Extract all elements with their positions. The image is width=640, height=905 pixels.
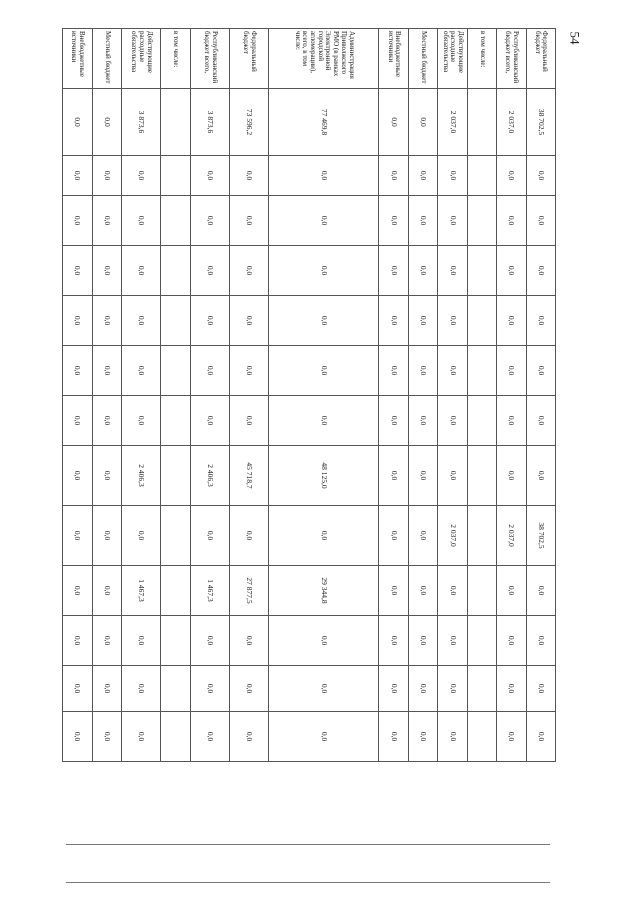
table-row (379, 29, 408, 762)
table-cell: 0,0 (229, 666, 268, 712)
table-cell: 2 037,0 (497, 89, 526, 156)
table-cell (161, 246, 190, 296)
table-cell: 0,0 (63, 616, 93, 666)
table-row (526, 29, 555, 762)
table-cell: 0,0 (497, 616, 526, 666)
table-cell: 0,0 (438, 396, 467, 446)
table-cell: 0,0 (379, 346, 408, 396)
row-label: Федеральный бюджет (526, 29, 555, 89)
table-cell: 0,0 (92, 712, 121, 762)
table-cell: 0,0 (92, 246, 121, 296)
table-cell: 2 037,0 (438, 506, 467, 566)
table-row (497, 29, 526, 762)
table-cell (161, 346, 190, 396)
table-row (161, 29, 190, 762)
table-cell: 29 344,8 (269, 566, 379, 616)
table-cell: 0,0 (379, 196, 408, 246)
table-cell: 0,0 (122, 196, 161, 246)
table-cell: 0,0 (190, 246, 229, 296)
table-cell: 2 037,0 (438, 89, 467, 156)
table-cell: 0,0 (122, 712, 161, 762)
table-cell: 0,0 (526, 296, 555, 346)
table-cell: 0,0 (379, 396, 408, 446)
footer-line (66, 882, 550, 883)
table-cell: 0,0 (229, 196, 268, 246)
table-cell: 38 702,5 (526, 89, 555, 156)
table-cell (161, 566, 190, 616)
table-cell: 0,0 (379, 506, 408, 566)
table-cell (467, 296, 496, 346)
table-cell: 0,0 (379, 712, 408, 762)
table-cell (161, 712, 190, 762)
table-cell: 0,0 (408, 446, 437, 506)
table-cell: 0,0 (526, 566, 555, 616)
table-cell: 0,0 (526, 246, 555, 296)
table-cell (161, 89, 190, 156)
table-cell: 0,0 (229, 506, 268, 566)
table-cell: 77 469,8 (269, 89, 379, 156)
table-cell: 0,0 (190, 396, 229, 446)
table-cell: 0,0 (92, 196, 121, 246)
table-cell: 0,0 (438, 712, 467, 762)
table-cell: 0,0 (63, 396, 93, 446)
table-cell: 0,0 (229, 712, 268, 762)
table-cell: 0,0 (229, 346, 268, 396)
table-cell: 0,0 (63, 156, 93, 196)
table-cell (467, 89, 496, 156)
table-cell: 0,0 (269, 346, 379, 396)
table-cell: 0,0 (379, 296, 408, 346)
table-cell: 0,0 (63, 446, 93, 506)
table-cell: 1 467,3 (190, 566, 229, 616)
table-cell: 3 873,6 (190, 89, 229, 156)
table-cell: 0,0 (190, 712, 229, 762)
table-cell: 0,0 (408, 666, 437, 712)
table-cell (467, 196, 496, 246)
table-cell: 0,0 (526, 666, 555, 712)
table-cell: 0,0 (63, 246, 93, 296)
table-cell (161, 506, 190, 566)
table-cell: 0,0 (438, 196, 467, 246)
table-cell: 2 037,0 (497, 506, 526, 566)
table-cell: 0,0 (92, 566, 121, 616)
table-cell: 0,0 (438, 296, 467, 346)
table-cell: 0,0 (63, 196, 93, 246)
table-cell (161, 666, 190, 712)
page-number: 54 (567, 31, 583, 45)
table-cell: 0,0 (379, 446, 408, 506)
table-cell: 0,0 (526, 712, 555, 762)
table-cell: 0,0 (92, 156, 121, 196)
table-cell: 0,0 (122, 346, 161, 396)
table-cell: 0,0 (190, 156, 229, 196)
table-row (408, 29, 437, 762)
table-cell (467, 346, 496, 396)
table-cell: 0,0 (379, 666, 408, 712)
table-cell: 0,0 (497, 296, 526, 346)
table-cell: 0,0 (190, 346, 229, 396)
table-cell: 0,0 (526, 396, 555, 446)
table-cell: 0,0 (190, 196, 229, 246)
table-body (63, 29, 556, 762)
table-cell: 0,0 (122, 666, 161, 712)
table-cell: 0,0 (408, 506, 437, 566)
table-cell: 0,0 (438, 666, 467, 712)
table-cell: 0,0 (269, 616, 379, 666)
table-cell: 0,0 (92, 396, 121, 446)
table-cell: 0,0 (497, 196, 526, 246)
table-cell: 0,0 (497, 246, 526, 296)
table-cell: 0,0 (269, 506, 379, 566)
table-cell: 0,0 (269, 196, 379, 246)
table-cell: 0,0 (229, 246, 268, 296)
table-cell: 0,0 (92, 616, 121, 666)
table-cell: 0,0 (379, 566, 408, 616)
table-cell: 0,0 (438, 446, 467, 506)
table-cell: 0,0 (408, 246, 437, 296)
table-cell: 0,0 (122, 506, 161, 566)
table-cell: 0,0 (122, 616, 161, 666)
table-row (92, 29, 121, 762)
row-label: Внебюджетные источники (63, 29, 93, 89)
row-label: в том числе: (467, 29, 496, 89)
table-cell: 0,0 (497, 346, 526, 396)
table-cell: 0,0 (408, 566, 437, 616)
table-cell: 0,0 (408, 616, 437, 666)
table-cell: 0,0 (63, 296, 93, 346)
table-cell: 0,0 (438, 346, 467, 396)
table-cell (161, 616, 190, 666)
table-row (229, 29, 268, 762)
footer-line (66, 844, 550, 845)
table-cell: 0,0 (526, 446, 555, 506)
row-label: в том числе: (161, 29, 190, 89)
table-cell: 0,0 (63, 346, 93, 396)
table-cell: 0,0 (408, 296, 437, 346)
table-cell: 0,0 (229, 396, 268, 446)
table-cell: 0,0 (497, 156, 526, 196)
table-cell: 0,0 (497, 666, 526, 712)
table-cell: 0,0 (190, 666, 229, 712)
table-cell (161, 196, 190, 246)
table-cell: 0,0 (92, 666, 121, 712)
table-cell: 0,0 (122, 156, 161, 196)
table-cell: 0,0 (438, 616, 467, 666)
table-cell: 0,0 (190, 506, 229, 566)
table-cell: 0,0 (122, 296, 161, 346)
row-label: Местный бюджет (408, 29, 437, 89)
table-cell: 48 125,0 (269, 446, 379, 506)
table-cell: 0,0 (190, 296, 229, 346)
table-cell: 45 718,7 (229, 446, 268, 506)
row-label: Внебюджетные источники (379, 29, 408, 89)
table-cell (467, 156, 496, 196)
table-row (122, 29, 161, 762)
table-cell: 0,0 (122, 396, 161, 446)
table-cell: 2 406,3 (122, 446, 161, 506)
table-cell: 0,0 (438, 246, 467, 296)
table-cell: 0,0 (229, 616, 268, 666)
table-cell: 0,0 (269, 296, 379, 346)
row-label: Республиканский бюджет всего, (497, 29, 526, 89)
table-cell: 0,0 (408, 396, 437, 446)
table-cell (161, 156, 190, 196)
table-row (269, 29, 379, 762)
table-cell (467, 246, 496, 296)
table-cell: 0,0 (269, 396, 379, 446)
table-cell: 0,0 (497, 396, 526, 446)
table-cell: 0,0 (379, 246, 408, 296)
table-cell (467, 396, 496, 446)
table-cell: 0,0 (229, 296, 268, 346)
row-label: Администрация Приволжского РМО (в рамках Электронной городской агломерации), всего, в том числе: (269, 29, 379, 89)
table-cell: 0,0 (497, 446, 526, 506)
table-cell: 0,0 (122, 246, 161, 296)
budget-table (62, 28, 556, 762)
table-cell: 27 877,5 (229, 566, 268, 616)
table-cell: 0,0 (63, 566, 93, 616)
table-cell: 0,0 (408, 89, 437, 156)
table-row (63, 29, 93, 762)
table-cell: 0,0 (526, 196, 555, 246)
table-cell: 0,0 (379, 156, 408, 196)
table-cell: 0,0 (438, 566, 467, 616)
table-cell (467, 666, 496, 712)
table-cell: 0,0 (63, 506, 93, 566)
table-cell: 0,0 (63, 666, 93, 712)
table-cell: 0,0 (438, 156, 467, 196)
table-cell (161, 296, 190, 346)
table-cell: 0,0 (526, 346, 555, 396)
table-cell: 0,0 (92, 89, 121, 156)
table-cell: 0,0 (92, 346, 121, 396)
table-cell (467, 712, 496, 762)
row-label: Федеральный бюджет (229, 29, 268, 89)
table-row (438, 29, 467, 762)
table-cell: 0,0 (408, 196, 437, 246)
row-label: Действующие расходные обязательства (438, 29, 467, 89)
table-cell: 0,0 (269, 712, 379, 762)
row-label: Действующие расходные обязательства (122, 29, 161, 89)
table-cell (467, 506, 496, 566)
table-cell (467, 446, 496, 506)
table-cell: 0,0 (269, 156, 379, 196)
table-cell: 0,0 (63, 712, 93, 762)
table-row (190, 29, 229, 762)
row-label: Местный бюджет (92, 29, 121, 89)
table-cell (467, 566, 496, 616)
table-cell: 73 596,2 (229, 89, 268, 156)
table-cell: 0,0 (526, 156, 555, 196)
table-cell: 0,0 (92, 296, 121, 346)
table-cell: 0,0 (379, 616, 408, 666)
table-cell: 0,0 (526, 616, 555, 666)
table-cell (161, 396, 190, 446)
table-cell: 1 467,3 (122, 566, 161, 616)
table-cell (161, 446, 190, 506)
table-row (467, 29, 496, 762)
table-cell: 0,0 (269, 666, 379, 712)
table-cell (467, 616, 496, 666)
table-cell: 0,0 (408, 712, 437, 762)
table-cell: 0,0 (63, 89, 93, 156)
row-label: Республиканский бюджет всего, (190, 29, 229, 89)
table-cell: 0,0 (408, 346, 437, 396)
table-cell: 0,0 (190, 616, 229, 666)
table-cell: 0,0 (229, 156, 268, 196)
table-cell: 38 702,5 (526, 506, 555, 566)
table-cell: 0,0 (497, 712, 526, 762)
table-cell: 3 873,6 (122, 89, 161, 156)
table-cell: 0,0 (497, 566, 526, 616)
table-cell: 0,0 (408, 156, 437, 196)
table-cell: 0,0 (92, 446, 121, 506)
table-cell: 0,0 (269, 246, 379, 296)
table-cell: 0,0 (92, 506, 121, 566)
table-cell: 0,0 (379, 89, 408, 156)
budget-table-container (62, 28, 556, 761)
table-cell: 2 406,3 (190, 446, 229, 506)
